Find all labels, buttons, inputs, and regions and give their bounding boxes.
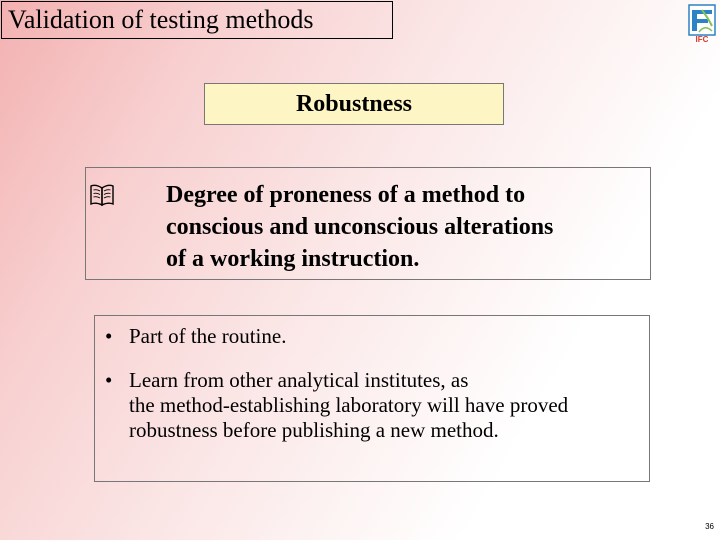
definition-text: Degree of proneness of a method to conscious and unconscious alterations of a working instruction. [166, 182, 554, 272]
bullet: • [105, 324, 113, 348]
definition-box [85, 167, 651, 280]
point-text: Part of the routine. [129, 324, 287, 348]
subtitle-box: Robustness [204, 83, 504, 125]
logo-text: IFC [695, 35, 709, 44]
ifc-logo [688, 4, 716, 46]
open-book-icon [89, 183, 115, 207]
point-text: Learn from other analytical institutes, as the method-establishing laboratory will have proved robustness before publishing a new method. [129, 368, 569, 442]
list-item [105, 324, 635, 349]
page-number: 36 [705, 522, 714, 531]
points-box [94, 315, 650, 482]
list-item [105, 368, 635, 443]
slide-title: Validation of testing methods [1, 1, 393, 39]
bullet: • [105, 368, 113, 392]
ifc-logo-icon [688, 4, 716, 36]
